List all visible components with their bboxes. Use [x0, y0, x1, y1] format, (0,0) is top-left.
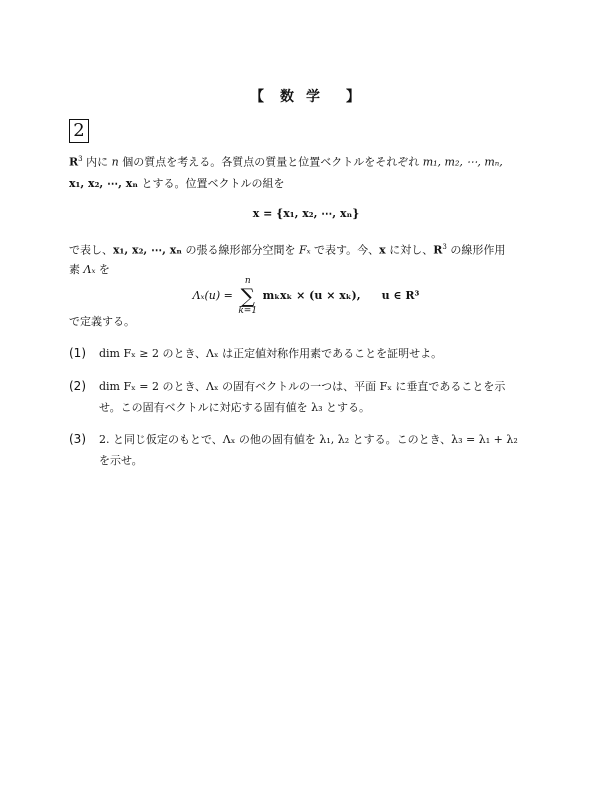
subspace-F: Fₓ	[299, 243, 311, 257]
intro-text-a: 内に	[82, 155, 112, 169]
para2-text-b: の張る線形部分空間を	[182, 243, 299, 257]
subquestion-3-number: (3)	[69, 432, 86, 446]
subquestion-3-text-1: 2. と同じ仮定のもとで、Λₓ の他の固有値を λ₁, λ₂ とする。このとき、λ₃ = λ₁ + λ₂	[99, 433, 518, 446]
intro-line-1	[69, 152, 503, 170]
intro-text-c: とする。位置ベクトルの組を	[138, 177, 285, 190]
para2-text-f: 素	[69, 263, 84, 276]
subquestion-2-text-1: dim Fₓ = 2 のとき、Λₓ の固有ベクトルの一つは、平面 Fₓ に垂直であることを示	[99, 380, 506, 393]
sum-upper-limit: n	[244, 276, 251, 286]
reals-symbol: R	[69, 155, 79, 169]
var-x: x	[379, 243, 386, 257]
para2-text-g: を	[95, 263, 110, 276]
equation-2	[0, 276, 612, 316]
title-subject: 数学	[280, 89, 332, 105]
subquestion-2-number: (2)	[69, 379, 86, 393]
reals-symbol-2: R	[433, 243, 443, 257]
section-title	[0, 86, 612, 106]
summation	[238, 276, 257, 316]
para2-text-c: で表す。今、	[310, 243, 380, 257]
para2-line-1	[69, 240, 505, 258]
para2-position-list: x₁, x₂, ⋯, xₙ	[113, 243, 182, 257]
equation-1-text: x = {x₁, x₂, ⋯, xₙ}	[252, 207, 360, 220]
equation-2-rhs: mₖxₖ × (u × xₖ),	[262, 289, 361, 302]
position-list: x₁, x₂, ⋯, xₙ	[69, 177, 138, 190]
para2-text-a: で表し、	[69, 243, 113, 257]
intro-text-b: 個の質点を考える。各質点の質量と位置ベクトルをそれぞれ	[118, 155, 423, 169]
title-bracket-right: 】	[346, 89, 362, 105]
equation-1	[0, 207, 612, 220]
para3: で定義する。	[69, 315, 135, 328]
subquestion-3	[69, 432, 518, 447]
var-n: n	[111, 155, 119, 169]
subquestion-2	[69, 379, 505, 394]
para2-text-d: に対し、	[385, 243, 434, 257]
subquestion-2-line-2: せ。この固有ベクトルに対応する固有値を λ₃ とする。	[99, 401, 371, 414]
para2-text-e: の線形作用	[446, 243, 506, 257]
para2-line-2	[69, 263, 110, 277]
subquestion-1-text: dim Fₓ ≥ 2 のとき、Λₓ は正定値対称作用素であることを証明せよ。	[99, 347, 443, 360]
mass-list: m₁, m₂, ⋯, mₙ,	[422, 155, 503, 169]
subquestion-3-line-2: を示せ。	[99, 454, 143, 467]
reals-exponent: 3	[78, 155, 83, 163]
equation-2-lhs: Λₓ(u) =	[192, 289, 233, 302]
title-bracket-left: 【	[250, 89, 266, 105]
operator-Lambda: Λₓ	[83, 263, 96, 276]
intro-line-2	[69, 177, 285, 191]
subquestion-1-number: (1)	[69, 346, 86, 360]
sigma-symbol: ∑	[240, 284, 255, 308]
reals-exponent-2: 3	[442, 243, 447, 251]
sum-lower-limit: k=1	[238, 306, 258, 316]
subquestion-1	[69, 346, 442, 361]
equation-2-domain: u ∈ R³	[381, 289, 420, 302]
question-number-box: 2	[69, 119, 89, 143]
